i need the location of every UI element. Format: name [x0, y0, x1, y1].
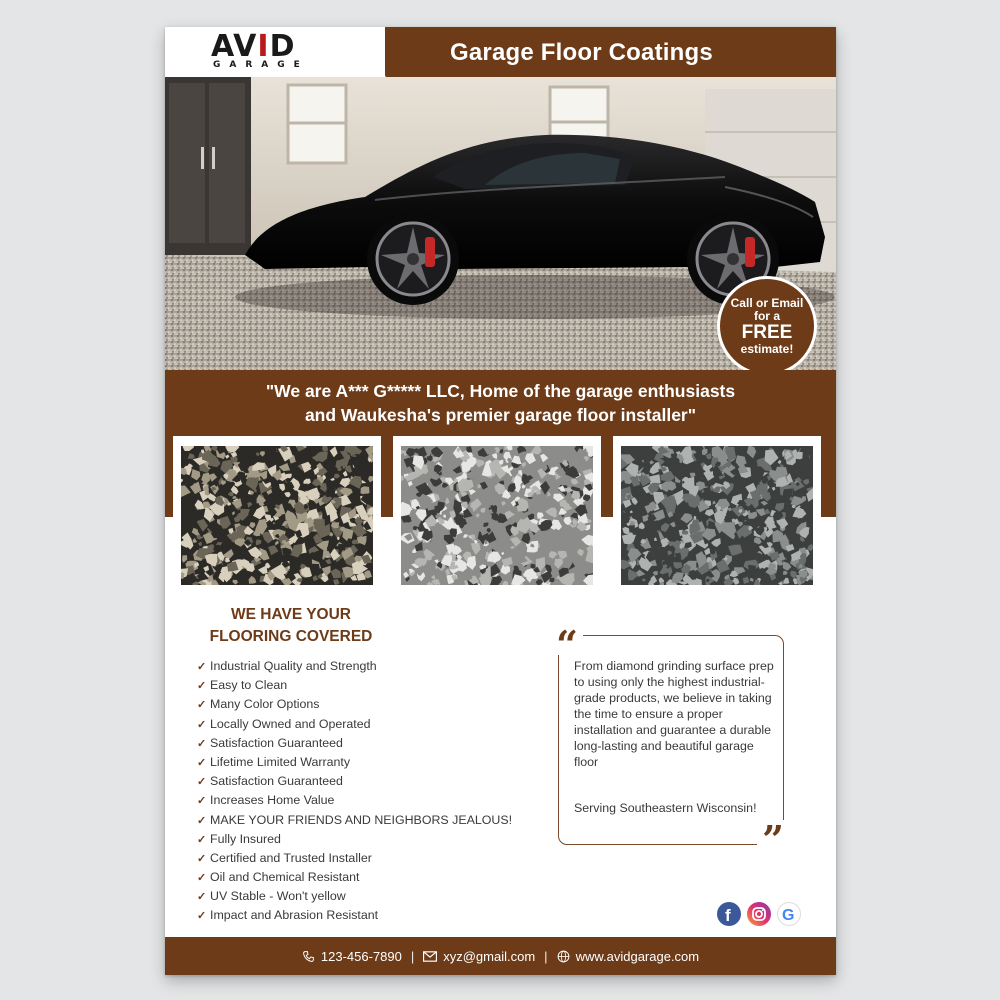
swatch-slate-gray [621, 446, 813, 585]
features-title [191, 604, 391, 648]
open-quote-icon: “ [551, 625, 583, 655]
feature-item: ✓ Locally Owned and Operated [197, 715, 512, 734]
swatch-dark-tan [181, 446, 373, 585]
check-icon: ✓ [197, 891, 207, 904]
check-icon: ✓ [197, 795, 207, 808]
features-title-line1: WE HAVE YOUR [231, 606, 351, 623]
swatch-light-gray [401, 446, 593, 585]
globe-icon [557, 950, 570, 963]
feature-item: ✓ Fully Insured [197, 830, 512, 849]
swatch-texture [181, 446, 373, 585]
feature-list [197, 657, 512, 926]
check-icon: ✓ [197, 776, 207, 789]
google-icon[interactable] [777, 902, 801, 926]
email-icon [423, 951, 437, 962]
page-title: Garage Floor Coatings [450, 39, 713, 66]
service-area-text: Serving Southeastern Wisconsin! [574, 801, 757, 815]
feature-item: ✓ Many Color Options [197, 695, 512, 714]
swatch-texture [621, 446, 813, 585]
check-icon: ✓ [197, 910, 207, 923]
rear-wheel [367, 213, 459, 305]
testimonial-text: From diamond grinding surface prep to using only the highest industrial-grade products, we believe in taking the time to ensure a proper installation and guarantee a durable long-lasting and beautiful garage floor [574, 659, 774, 769]
logo [165, 27, 385, 77]
phone-contact[interactable] [302, 949, 402, 964]
instagram-icon[interactable] [747, 902, 771, 926]
feature-item: ✓ Satisfaction Guaranteed [197, 734, 512, 753]
contact-footer [165, 937, 836, 975]
footer-separator: | [410, 948, 415, 964]
check-icon: ✓ [197, 833, 207, 846]
tagline [185, 379, 816, 427]
svg-text:G: G [782, 907, 795, 924]
check-icon: ✓ [197, 661, 207, 673]
feature-item: ✓ Industrial Quality and Strength [197, 657, 512, 676]
feature-item: ✓ UV Stable - Won't yellow [197, 887, 512, 906]
facebook-icon[interactable] [717, 902, 741, 926]
feature-item: ✓ Lifetime Limited Warranty [197, 753, 512, 772]
phone-icon [302, 950, 315, 963]
footer-separator: | [544, 948, 548, 964]
check-icon: ✓ [197, 737, 207, 750]
feature-item: ✓ Certified and Trusted Installer [197, 849, 512, 868]
feature-item: ✓ Increases Home Value [197, 791, 512, 810]
badge-line4: estimate! [740, 341, 794, 356]
feature-item: ✓ Oil and Chemical Resistant [197, 868, 512, 887]
swatch-frame [613, 436, 821, 591]
swatch-texture [401, 446, 593, 585]
check-icon: ✓ [197, 814, 207, 827]
email-contact[interactable] [423, 949, 535, 964]
feature-item: ✓ Impact and Abrasion Resistant [197, 906, 512, 925]
swatch-frame [173, 436, 381, 591]
free-estimate-badge[interactable] [717, 276, 817, 376]
check-icon: ✓ [197, 699, 207, 712]
swatch-frame [393, 436, 601, 591]
logo-subtitle: GARAGE [213, 60, 309, 70]
feature-item: ✓ Easy to Clean [197, 676, 512, 695]
flyer [165, 27, 836, 975]
website-contact[interactable] [557, 949, 700, 964]
check-icon: ✓ [197, 680, 207, 693]
logo-wordmark: AVID [211, 29, 296, 64]
tagline-line1: "We are A*** G***** LLC, Home of the garage enthusiasts [265, 381, 736, 401]
check-icon: ✓ [197, 718, 207, 731]
close-quote-icon: ” [757, 820, 789, 850]
tagline-line2: and Waukesha's premier garage floor installer" [304, 405, 697, 425]
flake [361, 486, 370, 495]
badge-line2: for a [753, 308, 780, 323]
features-title-line2: FLOORING COVERED [209, 628, 373, 645]
check-icon: ✓ [197, 756, 207, 769]
website-url: www.avidgarage.com [575, 948, 700, 964]
check-icon: ✓ [197, 852, 207, 865]
check-icon: ✓ [197, 872, 207, 885]
svg-text:f: f [725, 906, 731, 925]
email-address: xyz@gmail.com [443, 948, 536, 964]
phone-number: 123-456-7890 [320, 948, 402, 964]
badge-line3: FREE [741, 321, 793, 343]
flake [682, 530, 688, 534]
feature-item: ✓ MAKE YOUR FRIENDS AND NEIGHBORS JEALOUS! [197, 811, 512, 830]
feature-item: ✓ Satisfaction Guaranteed [197, 772, 512, 791]
badge-line1: Call or Email [730, 295, 804, 310]
